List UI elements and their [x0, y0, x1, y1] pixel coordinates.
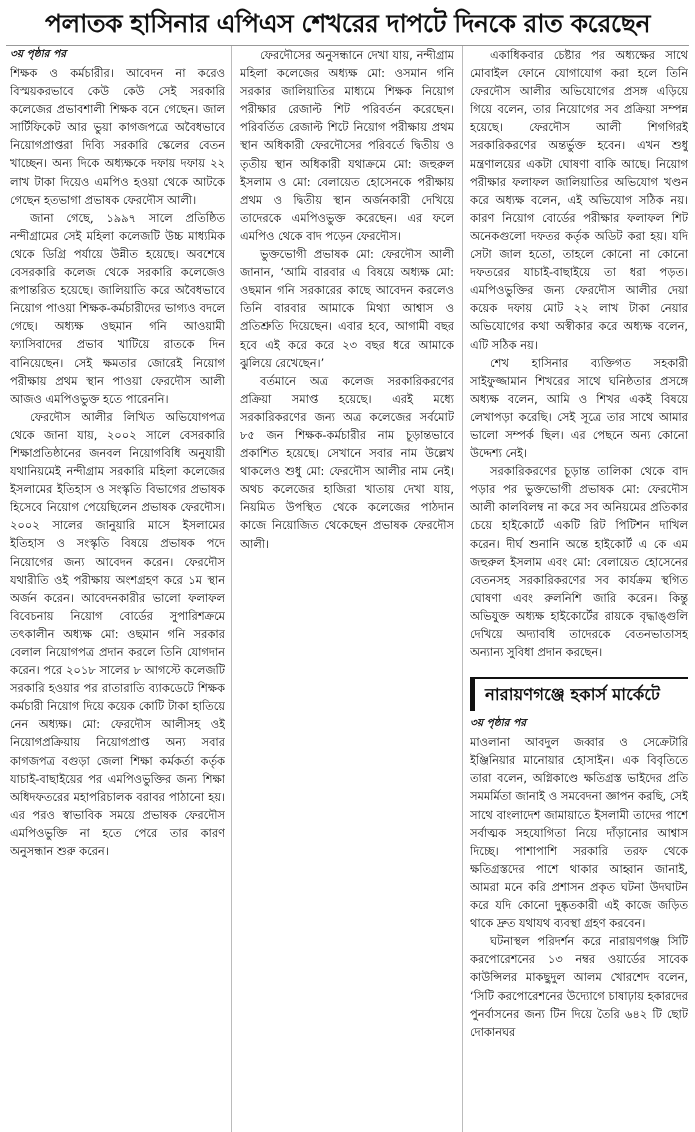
- article-paragraph: ফেরদৌস আলীর লিখিত অভিযোগপত্র থেকে জানা যায়, ২০০২ সালে বেসরকারি শিক্ষাপ্রতিষ্ঠানের জনবল নিয়োগবিধি অনুযায়ী যথানিয়মেই নন্দীগ্রাম সরকারি মহিলা কলেজের ইসলামের ইতিহাস ও সংস্কৃতি বিভাগের প্রভাষক হিসেবে নিয়োগ পেয়েছিলেন প্রভাষক ফেরদৌস। ২০০২ সালের জানুয়ারি মাসে ইসলামের ইতিহাস ও সংস্কৃতি বিষয়ে প্রভাষক পদে নিয়োগের জন্য আবেদন করেন। ফেরদৌস যথারীতি ওই পরীক্ষায় অংশগ্রহণ করে ১ম স্থান অর্জন করেন। আবেদনকারীর ভালো ফলাফল বিবেচনায় নিয়োগ বোর্ডের সুপারিশক্রমে তৎকালীন অধ্যক্ষ মো: ওছমান গনি সরকার বেলাল নিয়োগপত্র প্রদান করলে তিনি যোগদান করেন। পরে ২০১৮ সালের ৮ আগস্টে কলেজটি সরকারি হওয়ার পর রাতারাতি ব্যাকডেটে শিক্ষক কর্মচারী নিয়োগ দিয়ে কয়েক কোটি টাকা হাতিয়ে নেন অধ্যক্ষ। মো: ফেরদৌস আলীসহ ওই নিয়োগপ্রক্রিয়ায় নিয়োগপ্রাপ্ত অন্য সবার কাগজপত্র বগুড়া জেলা শিক্ষা কর্মকর্তা কর্তৃক যাচাই-বাছাইয়ের পর এমপিওভুক্তির জন্য শিক্ষা অধিদফতরের মহাপরিচালক বরাবর পাঠানো হয়। এর পরও স্বাভাবিক সময়ে প্রভাষক ফেরদৌস এমপিওভুক্তি না হতে পেরে তার কারণ অনুসন্ধান শুরু করেন।: [10, 409, 225, 859]
- jump-note: ৩য় পৃষ্ঠার পর: [10, 48, 67, 60]
- article-paragraph: বর্তমানে অত্র কলেজ সরকারিকরণের প্রক্রিয়া সমাপ্ত হয়েছে। এরই মধ্যে সরকারিকরণের জন্য অত্র কলেজের সর্বমোট ৮৫ জন শিক্ষক-কর্মচারীর নাম চূড়ান্তভাবে প্রকাশিত হয়েছে। সেখানে সবার নাম উল্লেখ থাকলেও শুধু মো: ফেরদৌস আলীর নাম নেই। অথচ কলেজের হাজিরা খাতায় দেখা যায়, নিয়মিত উপস্থিত থেকে কলেজের পাঠদান কাজে নিয়োজিত থেকেছেন প্রভাষক ফেরদৌস আলী।: [240, 373, 454, 551]
- article-paragraph: জানা গেছে, ১৯৯৭ সালে প্রতিষ্ঠিত নন্দীগ্রামের সেই মহিলা কলেজটি উচ্চ মাধ্যমিক থেকে ডিগ্রি পর্যায়ে উন্নীত হয়েছে। অবশেষে বেসরকারি কলেজ থেকে সরকারি কলেজেও রূপান্তরিত হয়েছে। জালিয়াতি করে অবৈধভাবে নিয়োগ পাওয়া শিক্ষক-কর্মচারীদের ভাগ্যও বদলে গেছে। অধ্যক্ষ ওছমান গনি আওয়ামী ফ্যাসিবাদের প্রভাব খাটিয়ে রাতকে দিন বানিয়েছেন। সেই ক্ষমতার জোরেই নিয়োগ পরীক্ষায় প্রথম স্থান পাওয়া ফেরদৌস আলী আজও এমপিওভুক্ত হতে পারেননি।: [10, 210, 225, 406]
- article-paragraph: ভুক্তভোগী প্রভাষক মো: ফেরদৌস আলী জানান, ‘আমি বারবার এ বিষয়ে অধ্যক্ষ মো: ওছমান গনি সরকারের কাছে আবেদন করলেও তিনি বারবার আমাকে মিথ্যা আশ্বাস ও প্রতিশ্রুতি দিয়েছেন। এবার হবে, আগামী বছর হবে এই করে করে ২৩ বছর ধরে আমাকে ঝুলিয়ে রেখেছেন।’: [240, 247, 454, 370]
- article-column-1: [10, 46, 225, 1132]
- article-paragraph: একাধিকবার চেষ্টার পর অধ্যক্ষের সাথে মোবাইল ফোনে যোগাযোগ করা হলে তিনি ফেরদৌস আলীর অভিযোগের প্রসঙ্গ এড়িয়ে গিয়ে বলেন, তার নিয়োগের সব প্রক্রিয়া সম্পন্ন হয়েছে। ফেরদৌস আলী শিগগিরই সরকারিকরণের অন্তর্ভুক্ত হবেন। এখন শুধু মন্ত্রণালয়ের একটা ঘোষণা বাকি আছে। নিয়োগ পরীক্ষার ফলাফল জালিয়াতির অভিযোগ খণ্ডন করে অধ্যক্ষ বলেন, এই অভিযোগ সঠিক নয়। কারণ নিয়োগ বোর্ডের পরীক্ষার ফলাফল শিট অনেকগুলো দফতর কর্তৃক অডিট করা হয়। যদি সেটা জাল হতো, তাহলে কোনো না কোনো দফতরের যাচাই-বাছাইয়ে তা ধরা পড়ত। এমপিওভুক্তির জন্য ফেরদৌস আলীর দেয়া কয়েক দফায় মোট ২২ লাখ টাকা নেয়ার অভিযোগের কথা অস্বীকার করে অধ্যক্ষ বলেন, এটি সঠিক নয়।: [470, 48, 688, 352]
- article-column-3: [470, 46, 688, 1132]
- article-paragraph: মাওলানা আবদুল জব্বার ও সেক্রেটারি ইঞ্জিনিয়ার মানোয়ার হোসাইন। এক বিবৃতিতে তারা বলেন, অগ্নিকাণ্ডে ক্ষতিগ্রস্ত ভাইদের প্রতি সমমর্মিতা জানাই ও সমবেদনা জ্ঞাপন করছি, সেই সাথে বাংলাদেশ জামায়াতে ইসলামী তাদের পাশে সর্বাত্মক সহযোগিতা নিয়ে দাঁড়ানোর আশ্বাস দিচ্ছে। পাশাপাশি সরকারি তরফ থেকে ক্ষতিগ্রস্তদের পাশে থাকার আহ্বান জানাই, আমরা মনে করি প্রশাসন প্রকৃত ঘটনা উদঘাটন করে যদি কোনো দুষ্কৃতকারী এই কাজে জড়িত থাকে দ্রুত যথাযথ ব্যবস্থা গ্রহণ করবেন।: [470, 735, 688, 931]
- article-paragraph: শেখ হাসিনার ব্যক্তিগত সহকারী সাইফুজ্জামান শিখরের সাথে ঘনিষ্ঠতার প্রসঙ্গে অধ্যক্ষ বলেন, আমি ও শিখর একই বিষয়ে লেখাপড়া করেছি। সেই সূত্রে তার সাথে আমার ভালো সম্পর্ক ছিল। এর পেছনে অন্য কোনো উদ্দেশ্য নেই।: [470, 355, 688, 461]
- article-paragraph: ঘটনাস্থল পরিদর্শন করে নারায়ণগঞ্জ সিটি করপোরেশনের ১৩ নম্বর ওয়ার্ডের সাবেক কাউন্সিলর মাকছুদুল আলম খোরশেদ বলেন, ‘সিটি করপোরেশনের উদ্যোগে চাষাঢ়ায় হকারদের পুনর্বাসনের জন্য টিন দিয়ে তৈরি ৬৪২ টি ছোট দোকানঘর: [470, 934, 688, 1039]
- column-divider: [231, 46, 232, 1132]
- article-paragraph: শিক্ষক ও কর্মচারীর। আবেদন না করেও বিস্ময়করভাবে কেউ কেউ সেই সরকারি কলেজের প্রভাবশালী শিক্ষক বনে গেছেন। জাল সার্টিফিকেট আর ভুয়া কাগজপত্রে অবৈধভাবে নিয়োগপ্রাপ্তরা দিব্যি সরকারি স্কেলের বেতন খাচ্ছেন। অন্য দিকে অধ্যক্ষকে দফায় দফায় ২২ লাখ টাকা দিয়েও এমপিও হওয়া থেকে আটকে গেছেন হতভাগা প্রভাষক ফেরদৌস আলী।: [10, 66, 225, 207]
- second-article-headline: নারায়ণগঞ্জে হকার্স মার্কেটে: [470, 677, 688, 711]
- main-headline: পলাতক হাসিনার এপিএস শেখরের দাপটে দিনকে রাত করেছেন: [45, 9, 650, 38]
- column-divider: [462, 46, 463, 1132]
- article-paragraph: সরকারিকরণের চূড়ান্ত তালিকা থেকে বাদ পড়ার পর ভুক্তভোগী প্রভাষক মো: ফেরদৌস আলী কালবিলম্ব না করে সব অনিয়মের প্রতিকার চেয়ে হাইকোর্টে একটি রিট পিটিশন দাখিল করেন। দীর্ঘ শুনানি অন্তে হাইকোর্ট এ কে এম জহুরুল ইসলাম এবং মো: বেলায়েত হোসেনের বেতনসহ সরকারিকরণের সব কার্যক্রম স্থগিত ঘোষণা এবং রুলনিশি জারি করেন। কিন্তু অভিযুক্ত অধ্যক্ষ হাইকোর্টের রায়কে বৃদ্ধাঙ্গুলি দেখিয়ে অদ্যাবধি তাদেরকে বেতনভাতাসহ অন্যান্য সুবিধা প্রদান করছেন।: [470, 464, 688, 660]
- jump-note: ৩য় পৃষ্ঠার পর: [470, 717, 527, 730]
- article-column-2: [240, 46, 454, 1132]
- article-paragraph: ফেরদৌসের অনুসন্ধানে দেখা যায়, নন্দীগ্রাম মহিলা কলেজের অধ্যক্ষ মো: ওসমান গনি সরকার জালিয়াতির মাধ্যমে শিক্ষক নিয়োগ পরীক্ষার রেজাল্ট শিট পরিবর্তন করেছেন। পরিবর্তিত রেজাল্ট শিটে নিয়োগ পরীক্ষায় প্রথম স্থান অধিকারী ফেরদৌসের পরিবর্তে দ্বিতীয় ও তৃতীয় স্থান অধিকারী যথাক্রমে মো: জহুরুল ইসলাম ও মো: বেলায়েত হোসেনকে পরীক্ষায় প্রথম ও দ্বিতীয় স্থান অর্জনকারী দেখিয়ে তাদেরকে এমপিওভুক্ত করেছেন। এর ফলে এমপিও থেকে বাদ পড়েন ফেরদৌস।: [240, 48, 454, 243]
